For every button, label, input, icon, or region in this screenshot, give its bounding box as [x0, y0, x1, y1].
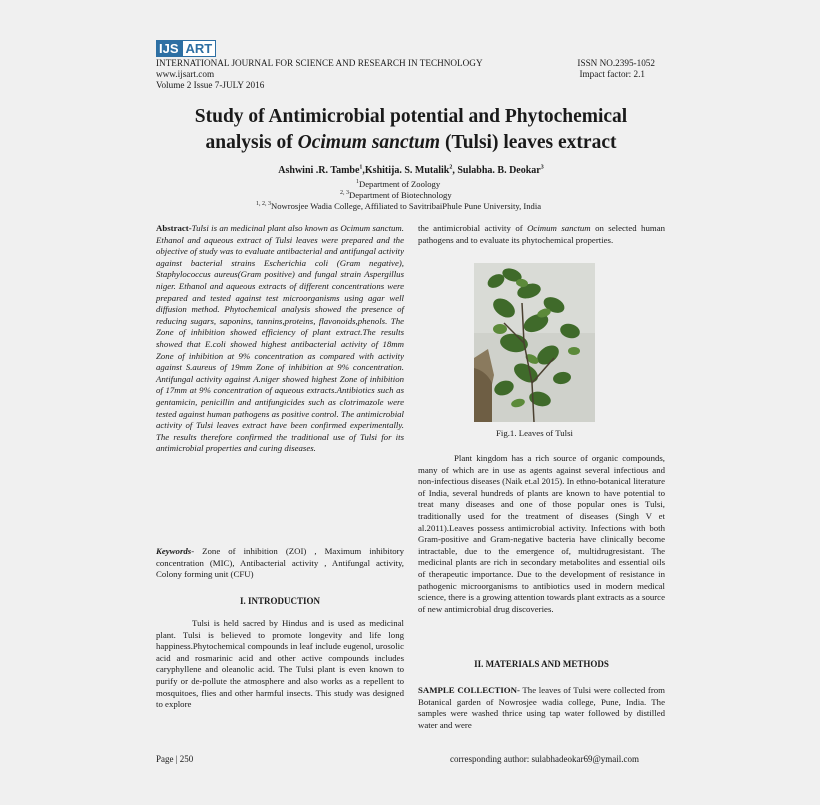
intro-text: Tulsi is held sacred by Hindus and is used as medicinal plant. Tulsi is believed to promote longevity and life long happiness.Phytochemical compounds in leaf include eugenol, urosolic acid and rosmarinic acid and other active compounds includes caryphyllene and oleanolic acid. The Tulsi plant is even known to purify or de-pollute the atmosphere and also works as a repellent to mosquitoes, flies and other harmful insects. This study was designed to explore [156, 618, 404, 710]
journal-name: INTERNATIONAL JOURNAL FOR SCIENCE AND RESEARCH IN TECHNOLOGY [156, 58, 483, 68]
journal-website: www.ijsart.com [156, 69, 215, 79]
keywords: Keywords- Zone of inhibition (ZOI) , Maximum inhibitory concentration (MIC), Antibacterial activity , Antifungal activity, Colony forming unit (CFU) [156, 546, 404, 580]
page-number: Page | 250 [156, 754, 194, 764]
logo-part-2: ART [182, 40, 217, 57]
issn: ISSN NO.2395-1052 [577, 58, 655, 68]
title-line-1: Study of Antimicrobial potential and Phytochemical [194, 106, 628, 127]
paper-title [150, 104, 672, 156]
journal-volume: Volume 2 Issue 7-JULY 2016 [156, 80, 265, 90]
corresponding-author: corresponding author: sulabhadeokar69@ymail.com [450, 754, 639, 764]
tulsi-plant-image [474, 263, 595, 422]
impact-factor: Impact factor: 2.1 [579, 69, 645, 79]
logo-part-1: IJS [156, 40, 182, 57]
journal-logo [156, 40, 216, 57]
methods-heading: II. MATERIALS AND METHODS [474, 659, 609, 669]
right-intro-continued: the antimicrobial activity of Ocimum sanctum on selected human pathogens and to evaluate its phytochemical properties. [418, 223, 665, 245]
figure-caption: Fig.1. Leaves of Tulsi [496, 428, 573, 438]
title-line-2: analysis of Ocimum sanctum (Tulsi) leaves extract [205, 132, 617, 153]
right-body-paragraph: Plant kingdom has a rich source of organic compounds, many of which are in use as agents against several infectious and non-infectious diseases (Naik et.al 2015). In ethno-botanical literature of India, several hundreds of plants are known to have potential to treat many diseases and one of those popular ones is Tulsi, traditionally used for the treatment of diseases (Singh V et al.2011).Leaves possess antimicrobial activity. Infections with both Gram-positive and Gram-negative bacteria have clinically become intractable, due to the emergence of, multidrugresistant. The medicinal plants are rich in secondary metabolites and essential oils of therapeutic importance. Due to the development of resistance in pathogenic microorganisms to antibiotics used in modern medical science, there is a growing attention towards plant extracts as a source of new antimicrobial drug discoveries. [418, 453, 665, 614]
abstract: Abstract-Tulsi is an medicinal plant also known as Ocimum sanctum. Ethanol and aqueous extract of Tulsi leaves were prepared and the objective of study was to evaluate antibacterial and antifungal activity against bacterial strains Escherichia coli (Gram negative), Staphylococcus aureus(Gram positive) and fungal strain Aspergillus niger. Ethanol and aqueous extracts of different concentrations were prepared and tested against test microorganisms using agar well diffusion method. Phytochemical analysis showed the presence of reducing sugars, saponins, tannins,proteins, flavonoids,phenols. The Zone of inhibition showed efficiency of plant extract.The results showed that E.coli showed highest antibacterial activity of 18mm Zone of inhibition at 9% concentration as compared with activity against S.aureus of 19mm Zone of inhibition at 9% concentration. Antifungal activity against A.niger showed highest Zone of inhibition of 17mm at 9% concentration of aqueous extracts.Antibiotics such as gentamicin, penicillin and antifungicides such as clotrimazole were tested against human pathogens as positive control. The antimicrobial activity of Tulsi leaves extract have been confirmed experimentally. The results therefore confirmed the traditional use of Tulsi for its antimicrobial properties and curing diseases. [156, 223, 404, 454]
affiliation-2: $^{2, 3}$Department of Biotechnology [340, 190, 452, 200]
tulsi-leaves-photo [474, 263, 595, 422]
affiliation-1: $^1$Department of Zoology [356, 179, 441, 189]
sample-collection-text: SAMPLE COLLECTION- The leaves of Tulsi were collected from Botanical garden of Nowrosjee wadia college, Pune, India. The samples were washed thrice using tap water followed by distilled water and were [418, 685, 666, 730]
affiliation-3: $^{1, 2, 3}$Nowrosjee Wadia College, Affiliated to SavitribaiPhule Pune University, India [256, 201, 542, 211]
authors: Ashwini .R. Tambe$^1$,Kshitija. S. Mutalik$^2$, Sulabha. B. Deokar$^3$ [278, 164, 544, 176]
paper-page [150, 38, 672, 773]
intro-heading: I. INTRODUCTION [239, 596, 320, 606]
